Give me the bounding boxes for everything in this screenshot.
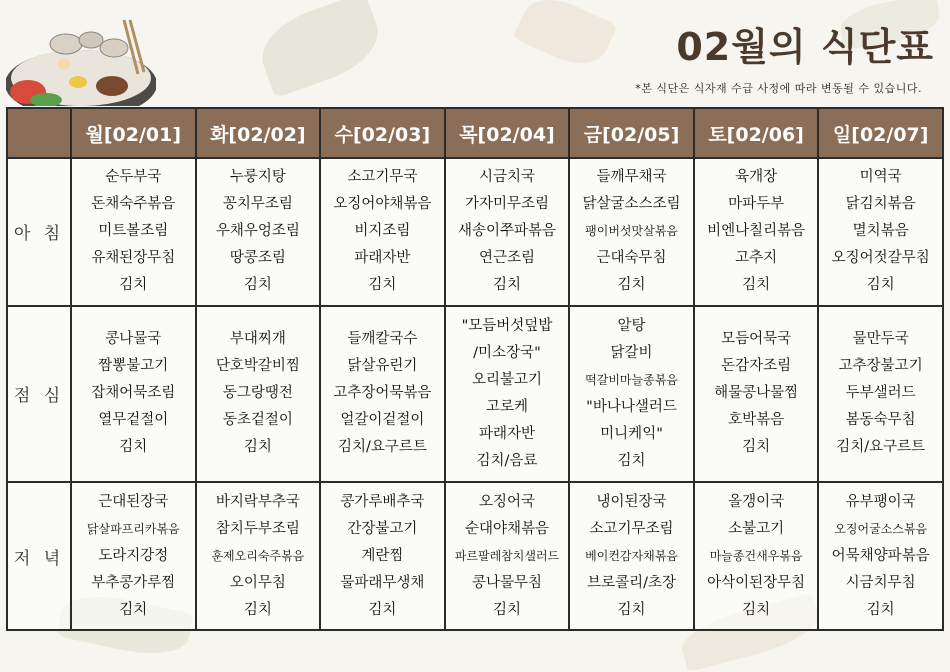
dish-item: 연근조림 [478,250,535,267]
menu-cell [445,482,570,630]
day-header: 일[02/07] [818,108,943,158]
dish-item: 해물콩나물찜 [714,385,799,402]
dish-item: 김치 [368,601,397,618]
dish-list [570,313,693,475]
dish-item: 브로콜리/초장 [587,574,676,591]
dish-item: 알탕 [617,317,646,334]
dish-item: 바지락부추국 [215,493,300,510]
dish-list [321,489,444,624]
dish-item: 떡갈비마늘종볶음 [585,372,678,387]
menu-cell [71,158,196,306]
dish-item: 훈제오리숙주볶음 [211,548,305,563]
dish-item: 김치 [243,439,272,456]
menu-cell [569,306,694,483]
dish-item: 콩가루배추국 [340,493,425,510]
dish-item: 김치 [617,601,646,618]
menu-cell [196,158,321,306]
dish-item: 비지조림 [354,223,411,240]
dish-item: 닭살유린기 [347,358,418,375]
dish-item: 김치 [243,277,272,294]
dish-list [570,164,693,299]
day-header: 수[02/03] [320,108,445,158]
dish-item: 미니케익" [600,425,663,442]
dish-item: 콩나물무침 [471,574,542,591]
dish-item: 모듬어묵국 [721,331,792,348]
dish-list [819,489,942,624]
dish-item: 우채우엉조림 [215,223,300,240]
menu-cell [196,482,321,630]
dish-item: 닭살파프리카볶음 [86,521,180,536]
dish-list [446,164,569,299]
day-header: 화[02/02] [196,108,321,158]
dish-item: 김치 [119,277,148,294]
dish-item: 돈감자조림 [721,358,792,375]
dish-list [819,326,942,461]
menu-cell [694,158,819,306]
menu-cell [818,306,943,483]
menu-cell [818,158,943,306]
day-header: 토[02/06] [694,108,819,158]
dish-list [72,326,195,461]
dish-item: 냉이된장국 [596,493,667,510]
menu-cell [569,482,694,630]
dish-item: 시금치무침 [845,574,916,591]
dish-item: 오리불고기 [471,371,542,388]
dish-item: 김치/음료 [476,452,538,469]
dish-item: 동그랑땡전 [222,385,293,402]
dish-item: 참치두부조림 [215,520,300,537]
menu-cell [320,158,445,306]
dish-list [72,489,195,624]
menu-cell [694,306,819,483]
dish-item: 김치 [742,439,771,456]
dish-item: 순대야채볶음 [464,520,549,537]
dish-list [695,489,818,624]
menu-cell [818,482,943,630]
dish-item: 돈채숙주볶음 [91,196,176,213]
dish-list [695,326,818,461]
day-header: 목[02/04] [445,108,570,158]
meal-label: 저 녁 [7,482,71,630]
dish-item: 오징어젓갈무침 [831,250,930,267]
page-header [0,0,950,106]
dish-item: 김치/요구르트 [337,439,427,456]
dish-item: 근대숙무침 [596,250,667,267]
dish-item: /미소장국" [473,344,541,361]
dish-item: 가자미무조림 [464,196,549,213]
dish-item: 김치 [742,601,771,618]
dish-item: 김치 [119,601,148,618]
dish-list [446,489,569,624]
dish-item: 부추콩가루찜 [91,574,176,591]
dish-item: 파래자반 [354,250,411,267]
dish-item: 김치 [617,277,646,294]
dish-item: 어묵채양파볶음 [831,547,930,564]
dish-list [72,164,195,299]
dish-item: 시금치국 [478,169,535,186]
dish-item: 마늘종건새우볶음 [709,548,803,563]
day-header: 금[02/05] [569,108,694,158]
dish-item: 비엔나칠리볶음 [707,223,806,240]
food-plate-image [6,14,156,106]
dish-item: 오이무침 [229,574,286,591]
dish-item: 미트볼조림 [98,223,169,240]
meal-row [7,158,943,306]
meal-row [7,482,943,630]
dish-list [695,164,818,299]
dish-item: 김치 [492,601,521,618]
dish-item: 마파두부 [728,196,785,213]
menu-cell [694,482,819,630]
dish-item: 고추장어묵볶음 [333,385,432,402]
dish-item: 닭김치볶음 [845,196,916,213]
dish-item: "바나나샐러드 [586,398,677,415]
dish-item: 멸치볶음 [852,223,909,240]
dish-item: 파르팔레참치샐러드 [454,548,560,563]
dish-item: 닭살굴소스조림 [582,196,681,213]
dish-item: 간장불고기 [347,520,418,537]
dish-item: 김치 [617,452,646,469]
dish-item: 땅콩조림 [229,250,286,267]
dish-item: 김치 [243,601,272,618]
dish-item: 두부샐러드 [845,385,916,402]
menu-cell [320,482,445,630]
dish-list [570,489,693,624]
dish-item: 순두부국 [105,169,162,186]
dish-item: 아삭이된장무침 [707,574,806,591]
meal-label: 점 심 [7,306,71,483]
dish-item: 꽁치무조림 [222,196,293,213]
weekly-menu-table [6,107,944,631]
dish-list [321,326,444,461]
dish-item: 짬뽕불고기 [98,358,169,375]
dish-item: 소고기무조림 [589,520,674,537]
menu-cell [445,306,570,483]
dish-item: 들깨칼국수 [347,331,418,348]
dish-item: 잡채어묵조림 [91,385,176,402]
menu-notice: *본 식단은 식자재 수급 사정에 따라 변동될 수 있습니다. [635,82,922,95]
dish-item: 호박볶음 [728,412,785,429]
menu-cell [320,306,445,483]
dish-item: 고로케 [485,398,528,415]
dish-item: 김치 [742,277,771,294]
menu-cell [71,482,196,630]
dish-item: 도라지강정 [98,547,169,564]
dish-item: 미역국 [859,169,902,186]
dish-item: 유부팽이국 [845,493,916,510]
dish-item: "모듬버섯덮밥 [461,317,553,334]
dish-item: 김치/요구르트 [836,439,926,456]
dish-list [197,326,320,461]
page-title: 02월의 식단표 [676,25,934,69]
menu-cell [196,306,321,483]
dish-item: 물만두국 [852,331,909,348]
dish-item: 올갱이국 [728,493,785,510]
dish-item: 동초겉절이 [222,412,293,429]
dish-item: 얼갈이겉절이 [340,412,425,429]
dish-item: 김치 [492,277,521,294]
menu-cell [569,158,694,306]
dish-item: 콩나물국 [105,331,162,348]
dish-item: 단호박갈비찜 [215,358,300,375]
dish-item: 소고기무국 [347,169,418,186]
dish-item: 팽이버섯맛살볶음 [585,224,678,239]
dish-item: 베이컨감자채볶음 [585,548,678,563]
corner-cell [7,108,71,158]
dish-item: 누룽지탕 [229,169,286,186]
dish-item: 계란찜 [361,547,404,564]
dish-item: 열무겉절이 [98,412,169,429]
dish-item: 닭갈비 [610,344,653,361]
dish-item: 오징어국 [478,493,535,510]
dish-item: 김치 [866,601,895,618]
dish-item: 근대된장국 [98,493,169,510]
menu-cell [71,306,196,483]
dish-item: 부대찌개 [229,331,286,348]
day-header: 월[02/01] [71,108,196,158]
dish-item: 오징어굴소스볶음 [834,521,928,536]
menu-cell [445,158,570,306]
meal-label: 아 침 [7,158,71,306]
dish-item: 유채된장무침 [91,250,176,267]
dish-item: 소불고기 [728,520,785,537]
dish-item: 새송이쭈파볶음 [457,223,556,240]
meal-row [7,306,943,483]
dish-item: 육개장 [735,169,778,186]
dish-item: 봄동숙무침 [845,412,916,429]
dish-item: 김치 [119,439,148,456]
dish-list [446,313,569,475]
dish-item: 김치 [866,277,895,294]
dish-item: 파래자반 [478,425,535,442]
dish-item: 김치 [368,277,397,294]
dish-list [321,164,444,299]
dish-item: 물파래무생채 [340,574,425,591]
dish-item: 들깨무채국 [596,169,667,186]
dish-list [819,164,942,299]
day-header-row [7,108,943,158]
dish-item: 오징어야채볶음 [333,196,432,213]
dish-item: 고추장불고기 [838,358,923,375]
dish-list [197,164,320,299]
dish-list [197,489,320,624]
dish-item: 고추지 [735,250,778,267]
